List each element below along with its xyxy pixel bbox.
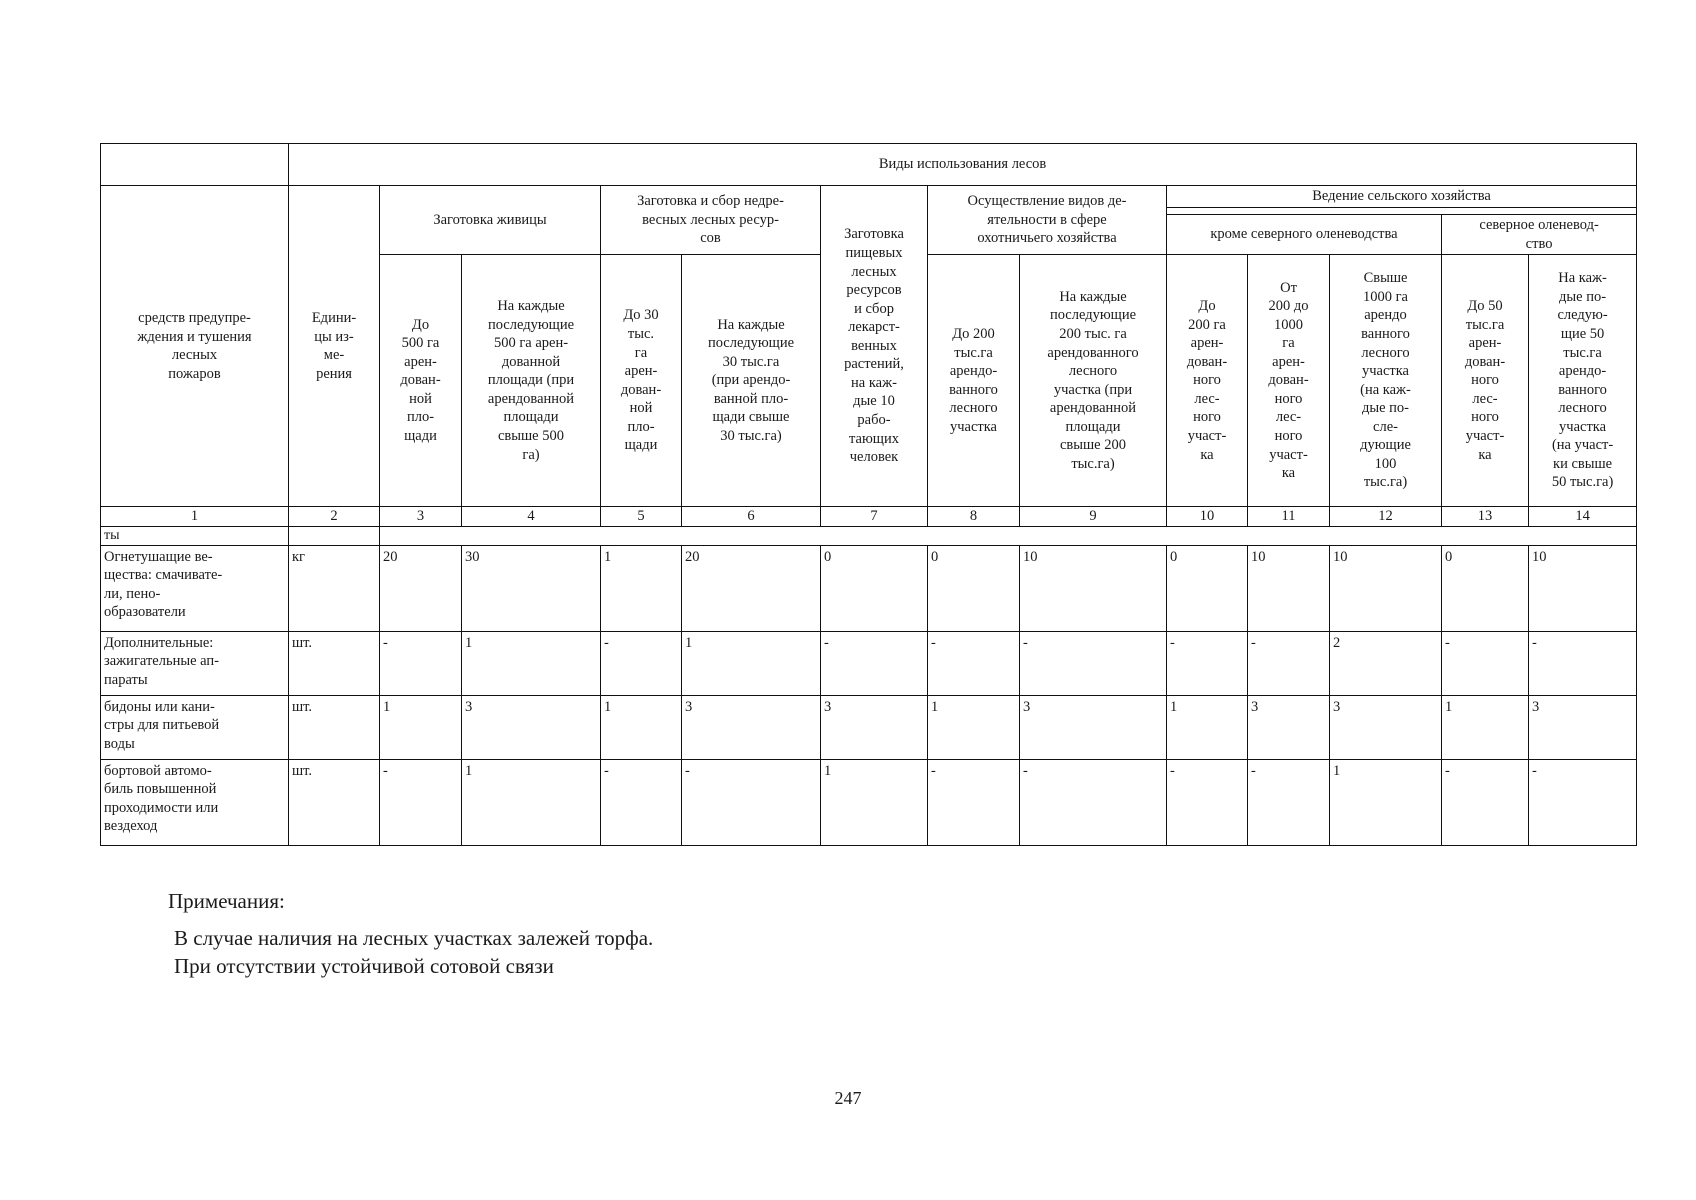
table-cell: 1 [1167,695,1248,759]
table-cell: - [1020,631,1167,695]
header-sub-5: До 30 тыс. га арен- дован- ной пло- щади [601,255,682,507]
table-cell: 1 [601,545,682,631]
table-cell: - [1167,631,1248,695]
table-cell: 20 [682,545,821,631]
table-cell: 10 [1248,545,1330,631]
table-cell: - [821,631,928,695]
column-number: 13 [1442,507,1529,527]
table-cell: 1 [682,631,821,695]
table-cell: - [1529,759,1637,845]
column-number: 10 [1167,507,1248,527]
table-cell: 1 [601,695,682,759]
section-row [101,526,1637,545]
table-cell: - [380,759,462,845]
header-sub-6: На каждые последующие 30 тыс.га (при арендо- ванной пло- щади свыше 30 тыс.га) [682,255,821,507]
table-cell: - [1167,759,1248,845]
table-cell: 3 [1330,695,1442,759]
header-group-hunting: Осуществление видов де- ятельности в сфере охотничьего хозяйства [928,186,1167,255]
header-sub-13: До 50 тыс.га арен- дован- ного лес- ного участ- ка [1442,255,1529,507]
header-sub-10: До 200 га арен- дован- ного лес- ного участ- ка [1167,255,1248,507]
table-cell: - [928,759,1020,845]
column-number: 8 [928,507,1020,527]
table-cell: 30 [462,545,601,631]
table-cell: 2 [1330,631,1442,695]
column-number: 7 [821,507,928,527]
table-cell: 0 [928,545,1020,631]
table-cell: 10 [1529,545,1637,631]
table-row [101,695,1637,759]
header-sub-9: На каждые последующие 200 тыс. га арендованного лесного участка (при арендованной площади свыше 200 тыс.га) [1020,255,1167,507]
row-unit: шт. [289,695,380,759]
table-cell: 3 [1529,695,1637,759]
table-cell: 0 [1442,545,1529,631]
table-cell: 1 [462,631,601,695]
fire-equipment-norms-table [100,143,1637,846]
table-cell: 10 [1020,545,1167,631]
header-sub-8: До 200 тыс.га арендо- ванного лесного участка [928,255,1020,507]
column-number: 4 [462,507,601,527]
table-row [101,545,1637,631]
table-cell: 3 [1248,695,1330,759]
column-number: 3 [380,507,462,527]
table-cell: 1 [928,695,1020,759]
row-item-name: бортовой автомо- биль повышенной проходимости или вездеход [101,759,289,845]
table-cell: 20 [380,545,462,631]
column-number: 1 [101,507,289,527]
column-number: 12 [1330,507,1442,527]
section-label: ты [101,526,289,545]
row-unit: шт. [289,631,380,695]
page-number: 247 [834,1088,862,1108]
header-sub-4: На каждые последующие 500 га арен- дованной площади (при арендованной площади свыше 500 га) [462,255,601,507]
table-cell: 3 [682,695,821,759]
table-cell: - [601,759,682,845]
table-cell: 3 [1020,695,1167,759]
table-row [101,759,1637,845]
row-item-name: Огнетушащие ве- щества: смачивате- ли, пено- образователи [101,545,289,631]
notes-title: Примечания: [168,889,285,913]
table-cell: 3 [462,695,601,759]
table-cell: 0 [1167,545,1248,631]
table-cell: 1 [380,695,462,759]
column-number: 11 [1248,507,1330,527]
table-cell: - [1020,759,1167,845]
row-item-name: Дополнительные: зажигательные ап- параты [101,631,289,695]
table-cell: 0 [821,545,928,631]
table-cell: 1 [462,759,601,845]
row-unit: шт. [289,759,380,845]
header-sub-12: Свыше 1000 га арендо ванного лесного участка (на каж- дые по- сле- дующие 100 тыс.га) [1330,255,1442,507]
table-cell: - [1442,759,1529,845]
column-number: 6 [682,507,821,527]
table-cell: 3 [821,695,928,759]
note-item: В случае наличия на лесных участках залежей торфа. [174,926,654,951]
header-group-nontimber: Заготовка и сбор недре- весных лесных ресур- сов [601,186,821,255]
header-col1-label: средств предупре- ждения и тушения лесных пожаров [101,186,289,507]
column-number: 9 [1020,507,1167,527]
table-cell: - [380,631,462,695]
notes-block [168,888,653,980]
section-empty-span [380,526,1637,545]
header-col2-unit-label: Едини- цы из- ме- рения [289,186,380,507]
table-cell: 1 [1330,759,1442,845]
table-cell: - [601,631,682,695]
header-sub-11: От 200 до 1000 га арен- дован- ного лес- ного участ- ка [1248,255,1330,507]
table-cell: - [1529,631,1637,695]
table-cell: 10 [1330,545,1442,631]
row-unit: кг [289,545,380,631]
table-cell: - [682,759,821,845]
row-item-name: бидоны или кани- стры для питьевой воды [101,695,289,759]
table-row [101,631,1637,695]
column-number: 2 [289,507,380,527]
header-sub-14: На каж- дые по- следую- щие 50 тыс.га арендо- ванного лесного участка (на участ- ки свыше 50 тыс.га) [1529,255,1637,507]
header-group-resin: Заготовка живицы [380,186,601,255]
table-cell: - [928,631,1020,695]
header-group-food-resources: Заготовка пищевых лесных ресурсов и сбор лекарст- венных растений, на каж- дые 10 рабо- тающих человек [821,186,928,507]
header-agri-reindeer: северное оленевод- ство [1442,215,1637,255]
header-group-agriculture: Ведение сельского хозяйства [1167,186,1637,208]
table-cell: - [1442,631,1529,695]
header-sub-3: До 500 га арен- дован- ной пло- щади [380,255,462,507]
column-number: 14 [1529,507,1637,527]
header-agri-except-reindeer: кроме северного оленеводства [1167,215,1442,255]
column-number: 5 [601,507,682,527]
header-forest-use-types: Виды использования лесов [289,144,1637,186]
note-item: При отсутствии устойчивой сотовой связи [174,953,554,978]
table-cell: 1 [821,759,928,845]
header-empty-corner [101,144,289,186]
section-empty [289,526,380,545]
table-cell: - [1248,759,1330,845]
header-agriculture-gap [1167,208,1637,215]
column-number-row [101,507,1637,527]
table-cell: - [1248,631,1330,695]
table-cell: 1 [1442,695,1529,759]
